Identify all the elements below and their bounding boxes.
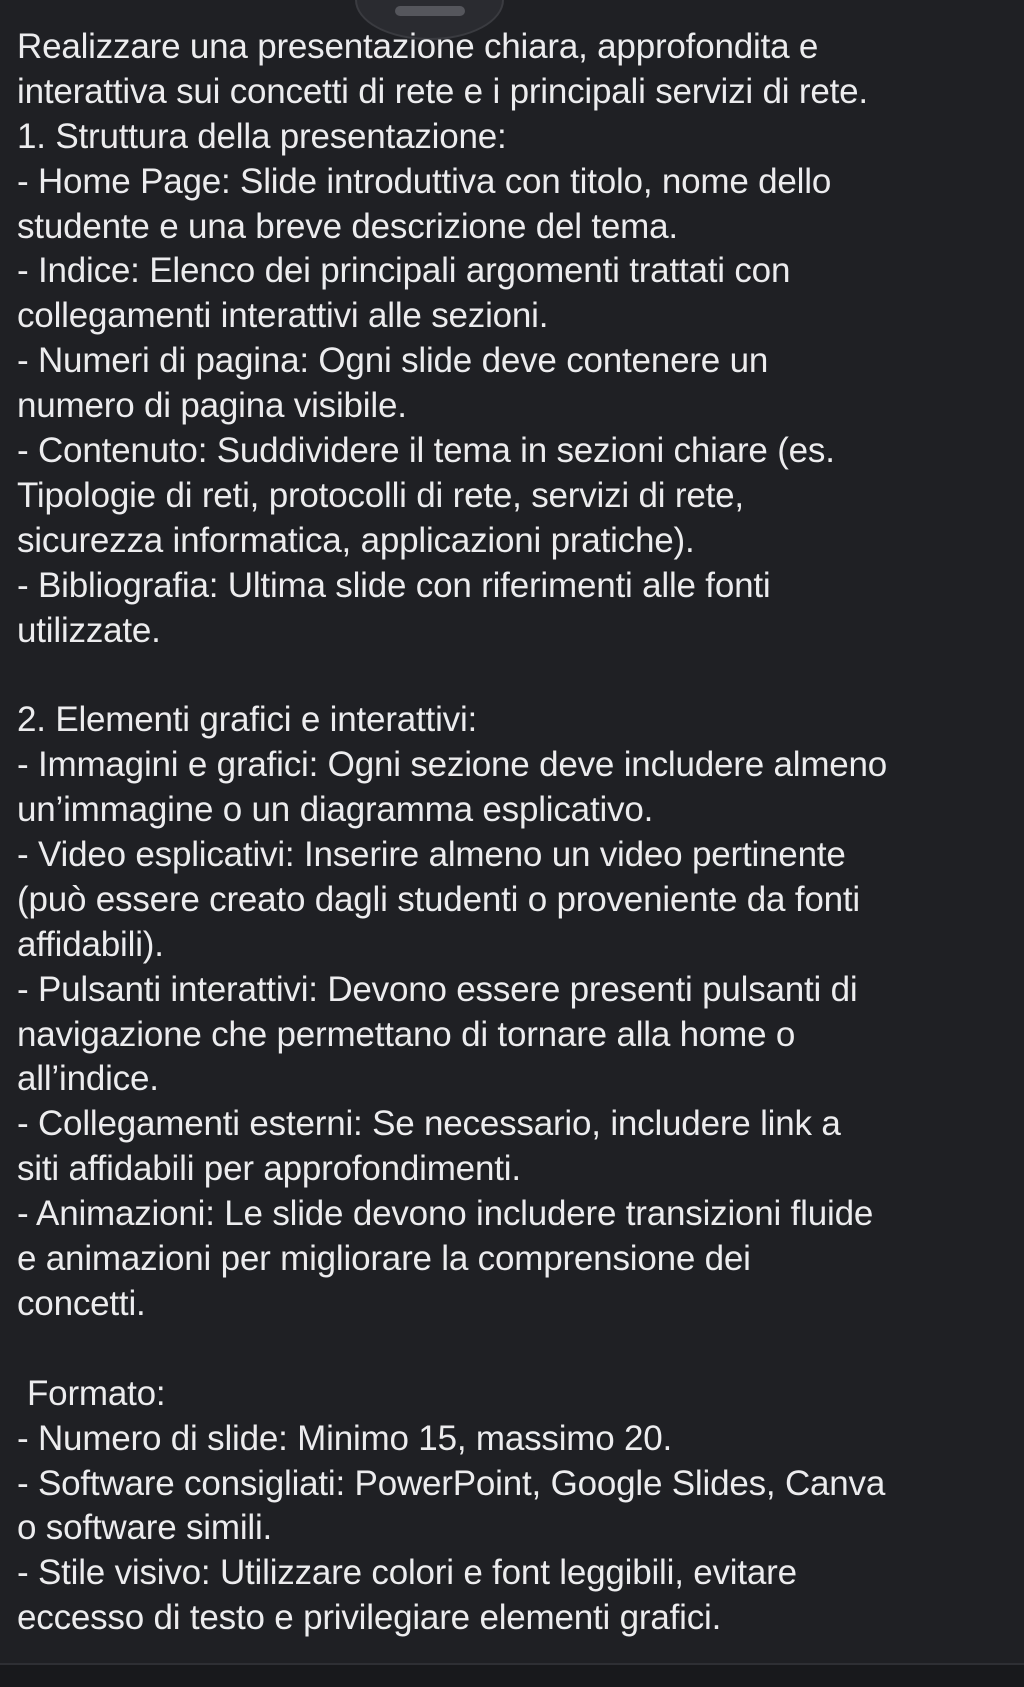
list-item: numero di pagina visibile. [17, 386, 407, 426]
intro-line: Realizzare una presentazione chiara, approfondita e [17, 27, 819, 66]
list-item: - Immagini e grafici: Ogni sezione deve includere almeno [17, 745, 888, 785]
list-item: all’indice. [17, 1059, 159, 1099]
message-text [17, 25, 1012, 1641]
list-item: o software simili. [17, 1508, 273, 1548]
list-item: - Home Page: Slide introduttiva con titolo, nome dello [17, 161, 832, 201]
paragraph-gap [17, 1327, 1012, 1372]
list-item: - Contenuto: Suddividere il tema in sezioni chiare (es. [17, 431, 835, 471]
section-title: 2. Elementi grafici e interattivi: [17, 700, 478, 740]
list-item: utilizzate. [17, 610, 161, 650]
intro-line: interattiva sui concetti di rete e i principali servizi di rete. [17, 71, 868, 111]
list-item: sicurezza informatica, applicazioni pratiche). [17, 520, 695, 560]
list-item: collegamenti interattivi alle sezioni. [17, 296, 549, 336]
list-item: concetti. [17, 1283, 146, 1323]
list-item: studente e una breve descrizione del tema. [17, 206, 678, 246]
section-title: 1. Struttura della presentazione: [17, 116, 507, 156]
list-item: - Pulsanti interattivi: Devono essere presenti pulsanti di [17, 969, 858, 1009]
list-item: (può essere creato dagli studenti o proveniente da fonti [17, 879, 860, 919]
list-item: e animazioni per migliorare la comprensione dei [17, 1239, 751, 1279]
list-item: affidabili). [17, 924, 164, 964]
section-title: Formato: [27, 1373, 166, 1413]
list-item: - Video esplicativi: Inserire almeno un video pertinente [17, 835, 846, 875]
list-item: - Stile visivo: Utilizzare colori e font leggibili, evitare [17, 1553, 797, 1593]
list-item: Tipologie di reti, protocolli di rete, servizi di rete, [17, 475, 744, 515]
list-item: - Collegamenti esterni: Se necessario, includere link a [17, 1104, 841, 1144]
list-item: - Numeri di pagina: Ogni slide deve contenere un [17, 341, 769, 381]
list-item: - Numero di slide: Minimo 15, massimo 20. [17, 1418, 673, 1458]
list-item: eccesso di testo e privilegiare elementi grafici. [17, 1598, 722, 1638]
list-item: - Bibliografia: Ultima slide con riferimenti alle fonti [17, 565, 771, 605]
list-item: - Animazioni: Le slide devono includere transizioni fluide [17, 1194, 874, 1234]
list-item: un’immagine o un diagramma esplicativo. [17, 790, 654, 830]
list-item: navigazione che permettano di tornare alla home o [17, 1014, 796, 1054]
list-item: - Indice: Elenco dei principali argomenti trattati con [17, 251, 791, 291]
list-item: - Software consigliati: PowerPoint, Google Slides, Canva [17, 1463, 886, 1503]
bottom-bar [0, 1663, 1024, 1687]
list-item: siti affidabili per approfondimenti. [17, 1149, 521, 1189]
paragraph-gap [17, 653, 1012, 698]
